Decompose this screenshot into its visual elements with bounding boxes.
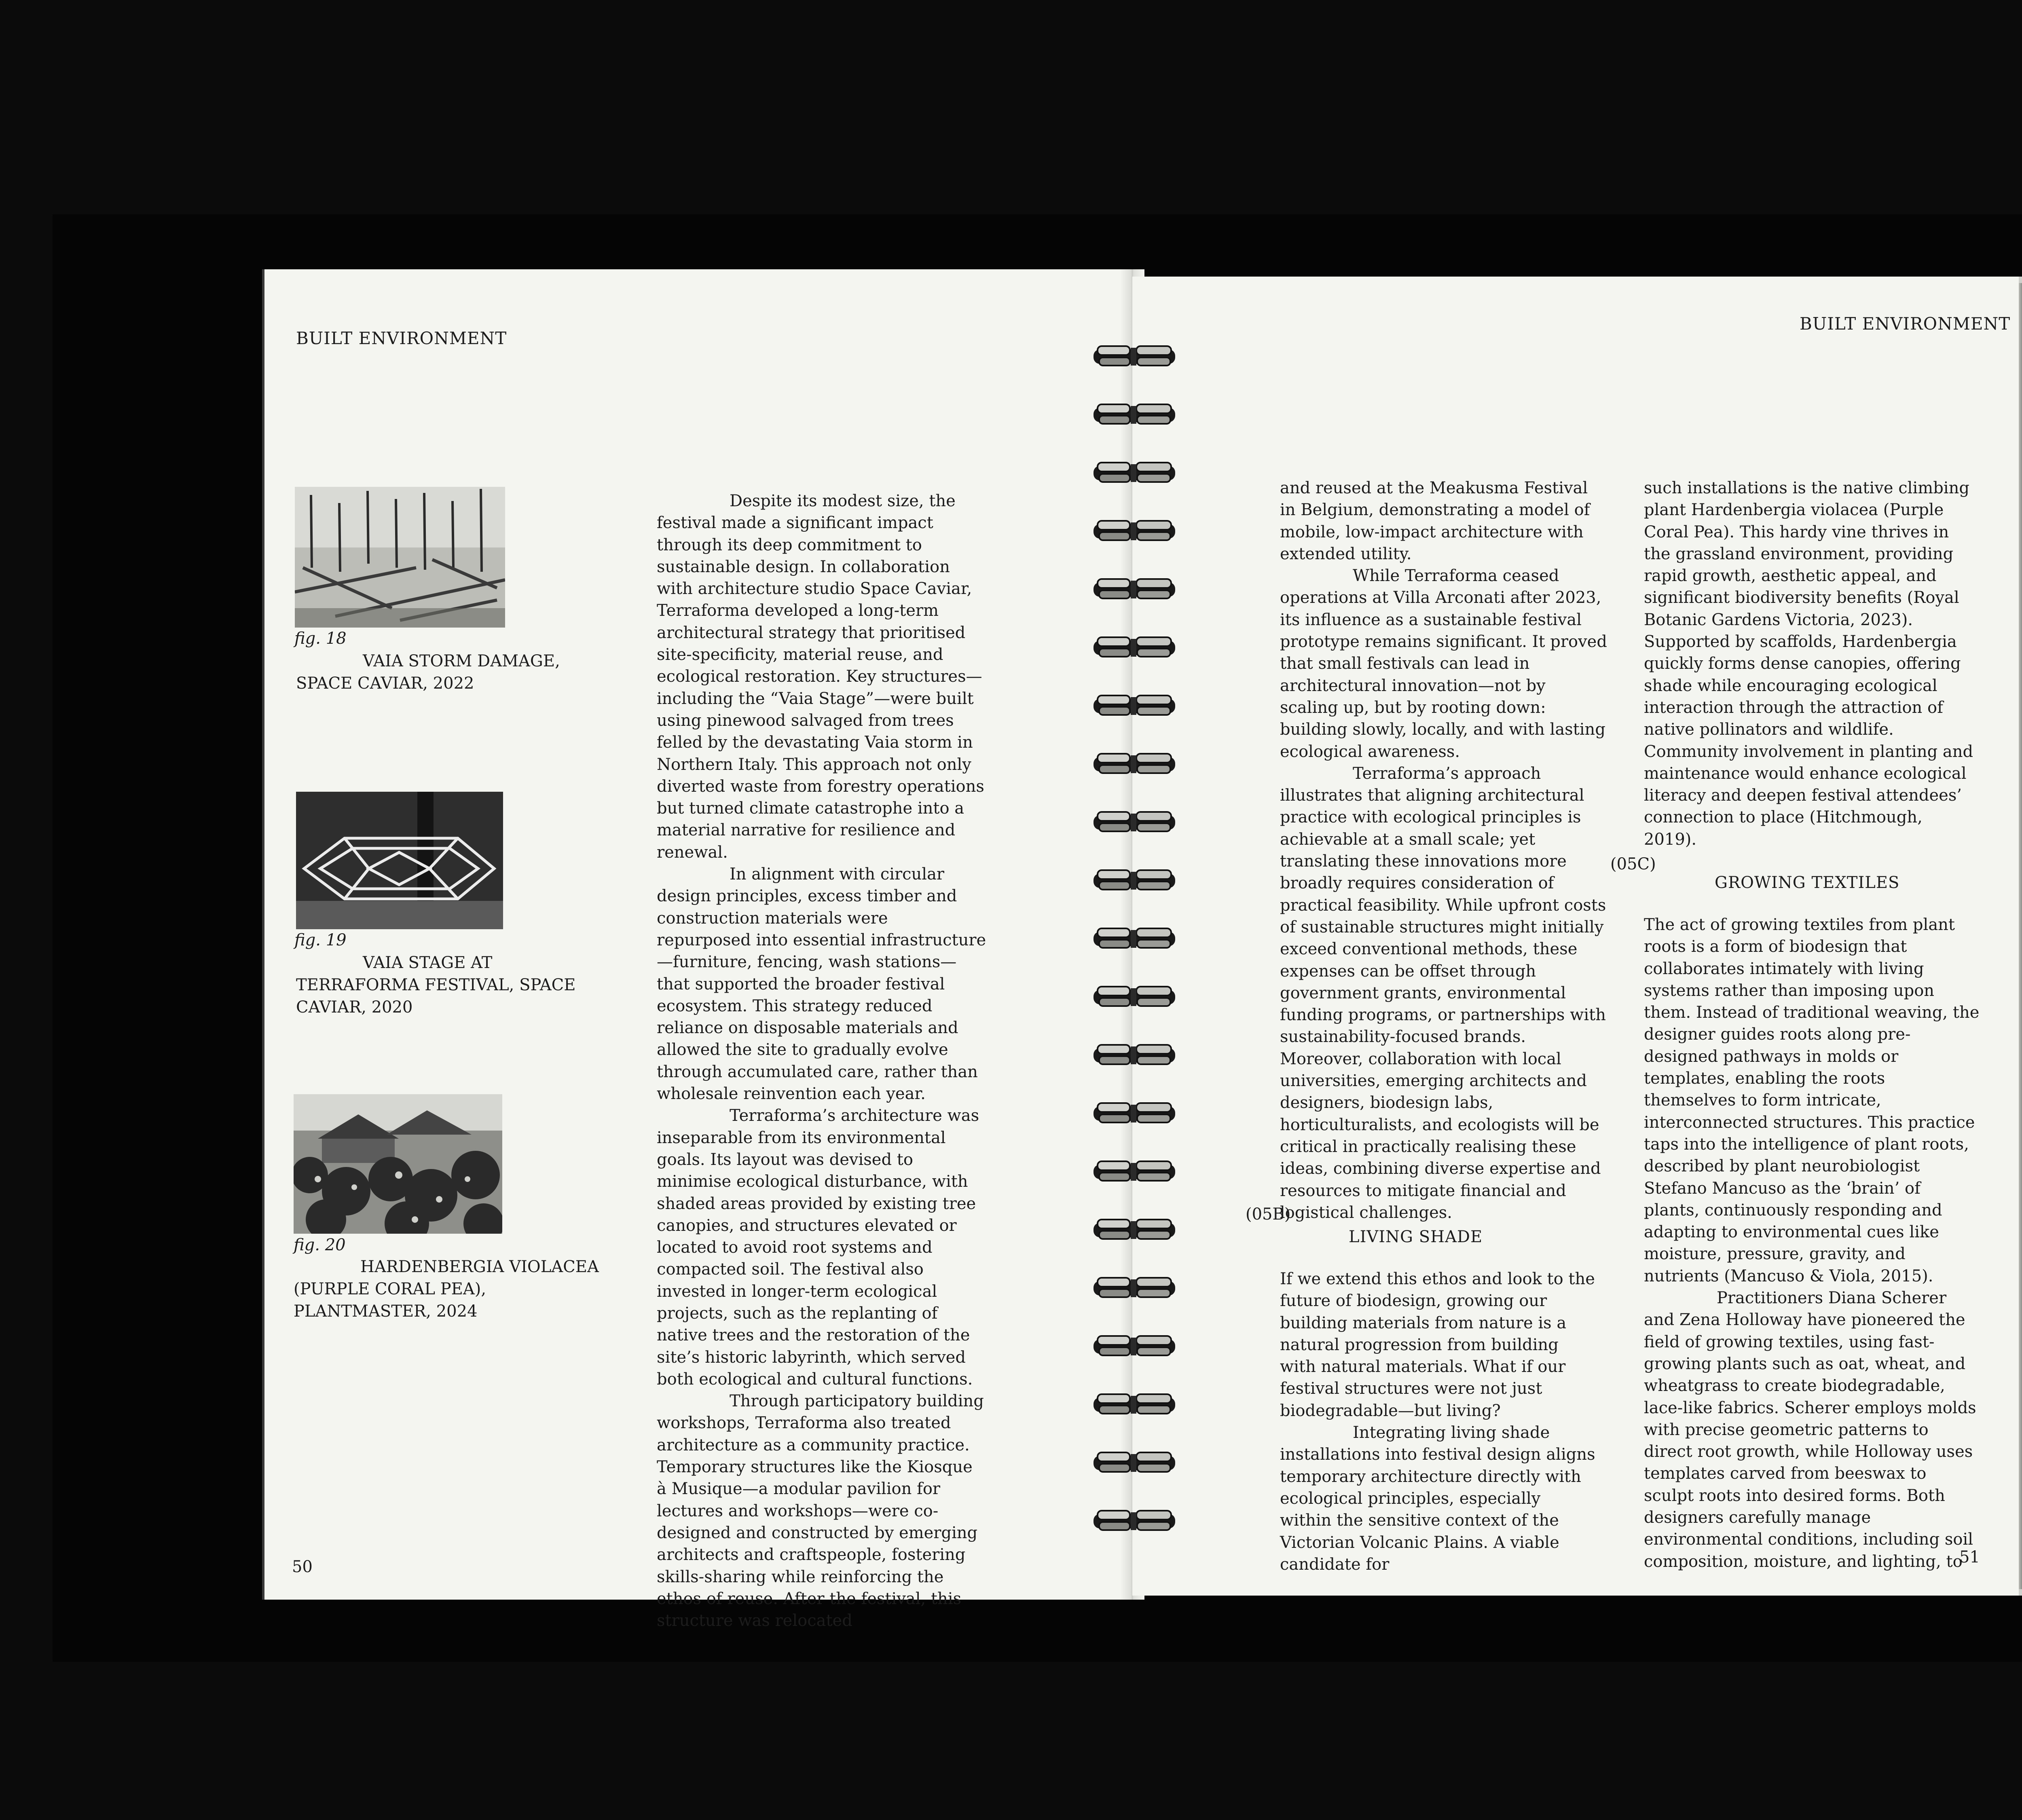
paragraph: The act of growing textiles from plant roots is a form of biodesign that collaborates intimately with living systems rather than imposing upon them. Instead of traditional weaving, the designer guides roots along pre-designed pathways in molds or templates, enabling the roots themselves to form intricate, interconnected structures. This practice taps into the intelligence of plant roots, described by plant neurobiologist Stefano Mancuso as the ‘brain’ of plants, continuously responding and adapting to environmental cues like moisture, pressure, gravity, and nutrients (Mancuso & Viola, 2015).: [1644, 915, 1980, 1285]
right-column-2: [1644, 477, 1980, 850]
right-column-1: [1280, 477, 1607, 1224]
spiral-coil-icon: [1092, 751, 1177, 776]
spiral-coil-icon: [1092, 1334, 1177, 1359]
spiral-coil-icon: [1092, 1275, 1177, 1300]
running-head-right: BUILT ENVIRONMENT: [1800, 314, 2011, 334]
page-number-right: 51: [1959, 1548, 1980, 1566]
figure-label: fig. 18: [294, 629, 347, 648]
section-05b-body: [1280, 1268, 1595, 1575]
spiral-coil-icon: [1092, 1450, 1177, 1475]
paragraph: such installations is the native climbing plant Hardenbergia violacea (Purple Coral Pea). This hardy vine thrives in the grassland environment, providing rapid growth, aesthetic appeal, and significant biodiversity benefits (Royal Botanic Gardens Victoria, 2023). Supported by scaffolds, Hardenbergia quickly forms dense canopies, offering shade while encouraging ecological interaction through the attraction of native pollinators and wildlife. Community involvement in planting and maintenance would enhance ecological literacy and deepen festival attendees’ connection to place (Hitchmough, 2019).: [1644, 479, 1973, 849]
paragraph: In alignment with circular design principles, excess timber and construction materials were repurposed into essential infrastructure—furniture, fencing, wash stations—that supported the broader festival ecosystem. This strategy reduced reliance on disposable materials and allowed the site to gradually evolve through accumulated care, rather than wholesale reinvention each year.: [657, 865, 986, 1103]
spiral-coil-icon: [1092, 1042, 1177, 1067]
running-head-left: BUILT ENVIRONMENT: [296, 328, 507, 348]
left-page: [262, 269, 1135, 1630]
section-number: (05C): [1610, 855, 1656, 873]
spiral-coil-icon: [1092, 1101, 1177, 1126]
plant-photo-icon: [294, 1094, 502, 1234]
paragraph: Despite its modest size, the festival made a significant impact through its deep commitment to sustainable design. In collaboration with architecture studio Space Caviar, Terraforma developed a long-term architectural strategy that prioritised site-specificity, material reuse, and ecological restoration. Key structures—including the “Vaia Stage”—were built using pinewood salvaged from trees felled by the devastating Vaia storm in Northern Italy. This approach not only diverted waste from forestry operations but turned climate catastrophe into a material narrative for resilience and renewal.: [657, 492, 984, 862]
spiral-coil-icon: [1092, 1392, 1177, 1417]
spiral-coil-icon: [1092, 868, 1177, 893]
spiral-coil-icon: [1092, 577, 1177, 602]
spiral-coil-icon: [1092, 810, 1177, 835]
section-05c-body: [1644, 914, 1980, 1573]
spiral-coil-icon: [1092, 1217, 1177, 1242]
section-number: (05B): [1246, 1205, 1291, 1224]
left-body-column: [657, 490, 986, 1632]
right-page: [1132, 277, 2022, 1596]
spiral-coil-icon: [1092, 402, 1177, 427]
paragraph: If we extend this ethos and look to the future of biodesign, growing our building materials from nature is a natural progression from building with natural materials. What if our festival structures were not just biodegradable—but living?: [1280, 1270, 1595, 1420]
paragraph: Practitioners Diana Scherer and Zena Holloway have pioneered the field of growing textiles, using fast-growing plants such as oat, wheat, and wheatgrass to create biodegradable, lace-like fabrics. Scherer employs molds with precise geometric patterns to direct root growth, while Holloway uses templates carved from beeswax to sculpt roots into desired forms. Both designers carefully manage environmental conditions, including soil composition, moisture, and lighting, to: [1644, 1289, 1976, 1571]
paragraph: Through participatory building workshops, Terraforma also treated architecture as a community practice. Temporary structures like the Kiosque à Musique—a modular pavilion for lectures and workshops—were co-designed and constructed by emerging architects and craftspeople, fostering skills-sharing while reinforcing the ethos of reuse. After the festival, this structure was relocated: [657, 1392, 984, 1630]
spiral-coil-icon: [1092, 518, 1177, 543]
spiral-coil-icon: [1092, 1508, 1177, 1533]
figure-caption: VAIA STORM DAMAGE, SPACE CAVIAR, 2022: [296, 652, 560, 693]
figure-caption: VAIA STAGE AT TERRAFORMA FESTIVAL, SPACE CAVIAR, 2020: [296, 953, 576, 1017]
paragraph: Integrating living shade installations into festival design aligns temporary architecture directly with ecological principles, especially within the sensitive context of the Victorian Volcanic Plains. A viable candidate for: [1280, 1423, 1595, 1574]
spiral-coil-icon: [1092, 460, 1177, 485]
paragraph: Terraforma’s approach illustrates that aligning architectural practice with ecological principles is achievable at a small scale; yet translating these innovations more broadly requires consideration of practical feasibility. While upfront costs of sustainable structures might initially exceed conventional methods, these expenses can be offset through government grants, environmental funding programs, or partnerships with sustainability-focused brands. Moreover, collaboration with local universities, emerging architects and designers, biodesign labs, horticulturalists, and ecologists will be critical in practically realising these ideas, combining diverse expertise and resources to mitigate financial and logistical challenges.: [1280, 764, 1606, 1222]
stage-photo-icon: [296, 792, 503, 929]
figure-caption: HARDENBERGIA VIOLACEA (PURPLE CORAL PEA), PLANTMASTER, 2024: [294, 1258, 599, 1321]
page-number-left: 50: [292, 1558, 313, 1576]
paragraph: and reused at the Meakusma Festival in Belgium, demonstrating a model of mobile, low-impact architecture with extended utility.: [1280, 479, 1590, 563]
spiral-coil-icon: [1092, 984, 1177, 1009]
figure-label: fig. 19: [294, 931, 347, 949]
section-title: GROWING TEXTILES: [1715, 873, 1900, 892]
spiral-coil-icon: [1092, 926, 1177, 951]
spiral-coil-icon: [1092, 693, 1177, 718]
spiral-coil-icon: [1092, 635, 1177, 660]
section-title: LIVING SHADE: [1349, 1228, 1483, 1246]
forest-photo-icon: [295, 487, 505, 628]
paragraph: Terraforma’s architecture was inseparable from its environmental goals. Its layout was devised to minimise ecological disturbance, with shaded areas provided by existing tree canopies, and structures elevated or located to avoid root systems and compacted soil. The festival also invested in longer-term ecological projects, such as the replanting of native trees and the restoration of the site’s historic labyrinth, which served both ecological and cultural functions.: [657, 1106, 979, 1389]
page-edge: [2019, 283, 2022, 1589]
spiral-coil-icon: [1092, 344, 1177, 369]
spiral-coil-icon: [1092, 1159, 1177, 1184]
paragraph: While Terraforma ceased operations at Villa Arconati after 2023, its influence as a sustainable festival prototype remains significant. It proved that small festivals can lead in architectural innovation—not by scaling up, but by rooting down: building slowly, locally, and with lasting ecological awareness.: [1280, 567, 1607, 761]
figure-label: fig. 20: [294, 1236, 346, 1254]
